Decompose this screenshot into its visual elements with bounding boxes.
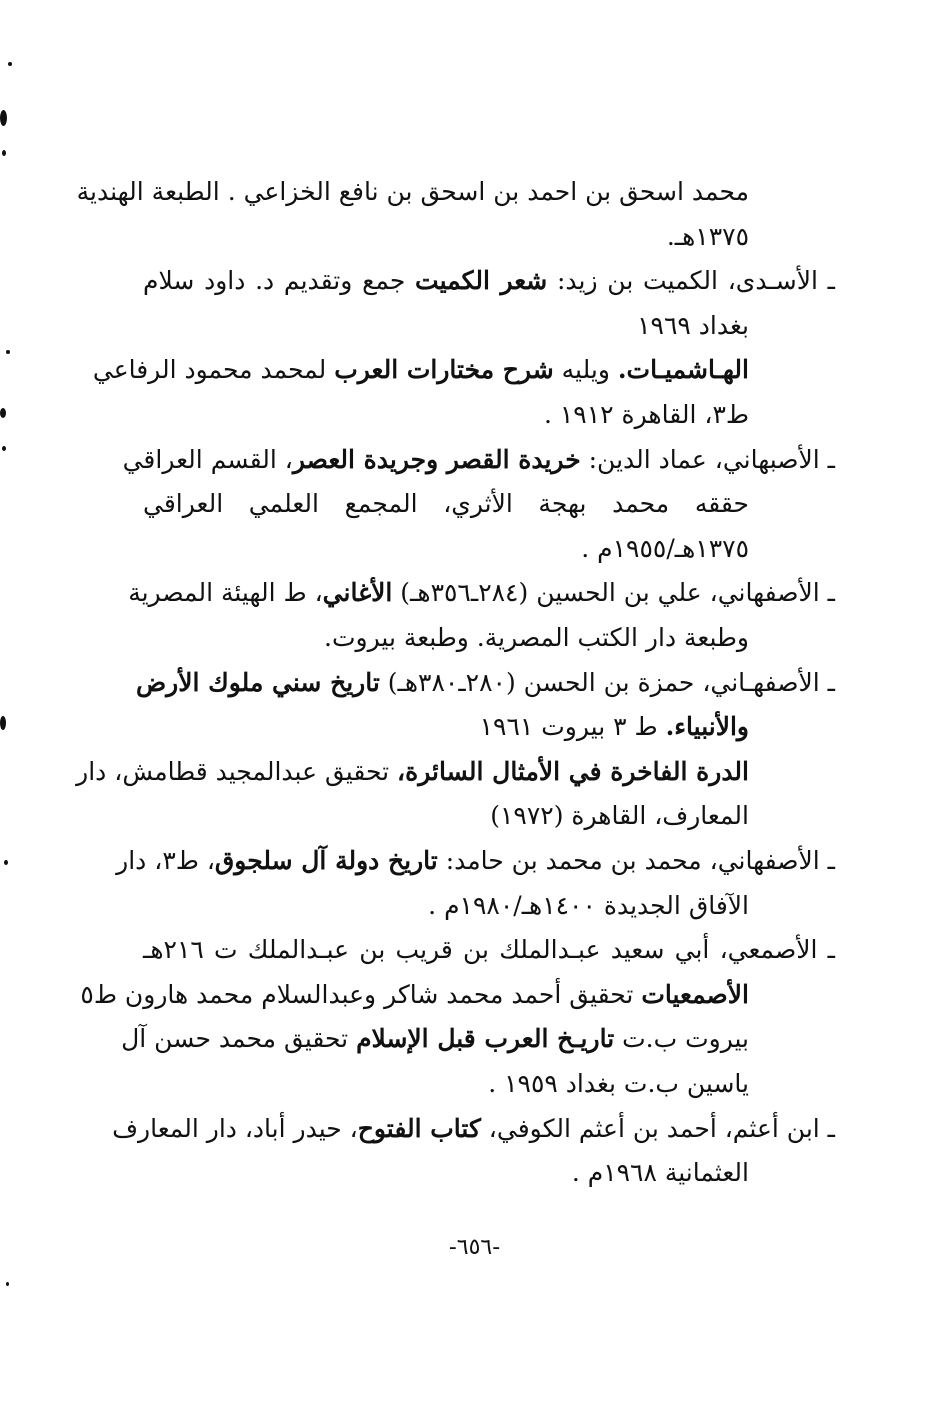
scan-mark [0,408,6,418]
entry-text: ويليه [553,355,618,385]
bibliography-entry-continuation [143,393,749,437]
entry-text: لمحمد محمود الرفاعي [92,355,335,385]
entry-text: بغداد ١٩٦٩ [637,310,749,340]
entry-text: ط ٣ بيروت ١٩٦١ [479,712,666,742]
scan-mark [0,716,6,730]
book-title: الأغاني [322,578,393,608]
entry-text: المعارف، القاهرة (١٩٧٢) [490,801,749,831]
book-title: خريدة القصر وجريدة العصر [292,444,581,474]
bibliography-entry-continuation [80,973,749,1017]
entry-text: ، القسم العراقي [122,444,293,474]
bibliography-entry-continuation [143,616,749,660]
bibliography-entry-continuation [143,884,749,928]
bibliography-entry-line [143,928,835,972]
entry-text: ، ط الهيئة المصرية [128,578,323,608]
bibliography-entry-continuation [143,705,749,749]
entry-text: تحقيق أحمد محمد شاكر وعبدالسلام محمد هارون ط٥ [80,979,642,1009]
entry-text: ـ الأصفهـاني، حمزة بن الحسن (٢٨٠ـ٣٨٠هـ) [379,667,835,697]
book-title: تاريـخ العرب قبل الإسلام [356,1024,615,1054]
bibliography-entry-continuation [143,304,749,348]
bibliography-entry-line [112,1107,835,1151]
scan-mark [4,860,8,865]
bibliography-entry-continuation [143,1062,749,1106]
book-title: الهـاشميـات. [617,355,749,385]
scan-mark [2,446,6,451]
book-title: كتاب الفتوح [357,1113,481,1143]
entry-text: ـ الأسـدى، الكميت بن زيد: [547,266,835,296]
bibliography-entry-continuation [143,215,749,259]
page-number: -٦٥٦- [448,1235,501,1260]
entry-text: ١٣٧٥هـ/١٩٥٥م . [581,533,749,563]
scan-mark [6,350,10,354]
entry-text: وطبعة دار الكتب المصرية. وطبعة بيروت. [324,623,749,652]
bibliography-entry-line [92,348,749,392]
book-title: تاريخ سني ملوك الأرض [135,667,380,697]
entry-text: ١٣٧٥هـ. [666,221,749,251]
entry-text: تحقيق محمد حسن آل [121,1024,357,1054]
entry-text: العثمانية ١٩٦٨م . [571,1158,749,1188]
bibliography-entry-line [143,259,835,303]
entry-text: الآفاق الجديدة ١٤٠٠هـ/١٩٨٠م . [428,890,749,920]
bibliography-entry-continuation [143,527,749,571]
bibliography-entry-continuation [143,482,749,526]
scan-mark [6,1282,9,1286]
bibliography-entry-line [76,750,749,794]
entry-text: ط٣، القاهرة ١٩١٢ . [543,400,749,429]
book-title: شعر الكميت [415,266,548,296]
entry-text: ـ الأصمعي، أبي سعيد عبـدالملك بن قريب بن عبـدالملك ت ٢١٦هـ [143,935,835,965]
entry-text: تحقيق عبدالمجيد قطامش، دار [76,756,398,786]
book-title: الدرة الفاخرة في الأمثال السائرة، [397,756,749,786]
entry-text: ـ الأصفهاني، علي بن الحسين (٢٨٤ـ٣٥٦هـ) [392,578,835,608]
bibliography-entry-continuation [121,1017,749,1061]
bibliography-entry-continuation [143,1151,749,1195]
book-title: شرح مختارات العرب [334,355,554,385]
scan-mark [8,62,12,66]
book-title: والأنبياء. [665,712,749,742]
bibliography-entry-line [76,170,749,214]
scan-mark [2,150,6,156]
bibliography-entry-line [122,438,835,482]
entry-text: ـ ابن أعثم، أحمد بن أعثم الكوفي، [480,1113,835,1143]
bibliography-entry-line [135,661,835,705]
bibliography-entry-continuation [143,794,749,838]
entry-text: بيروت ب.ت [614,1024,749,1054]
book-title: تاريخ دولة آل سلجوق [214,846,438,875]
entry-text: ، ط٣، دار [116,846,215,875]
entry-text: حققه محمد بهجة الأثري، المجمع العلمي العراقي [143,489,749,519]
entry-text: ـ الأصبهاني، عماد الدين: [580,444,835,474]
entry-text: ، حيدر أباد، دار المعارف [112,1113,358,1143]
entry-text: محمد اسحق بن احمد بن اسحق بن نافع الخزاعي . الطبعة الهندية [76,177,749,206]
bibliography-entry-line [116,839,835,883]
entry-text: ياسين ب.ت بغداد ١٩٥٩ . [488,1069,749,1098]
book-title: الأصمعيات [641,979,749,1009]
entry-text: ـ الأصفهاني، محمد بن محمد بن حامد: [437,846,835,875]
bibliography-entry-line [128,571,835,615]
scan-mark [0,110,7,126]
entry-text: جمع وتقديم د. داود سلام [143,266,416,296]
